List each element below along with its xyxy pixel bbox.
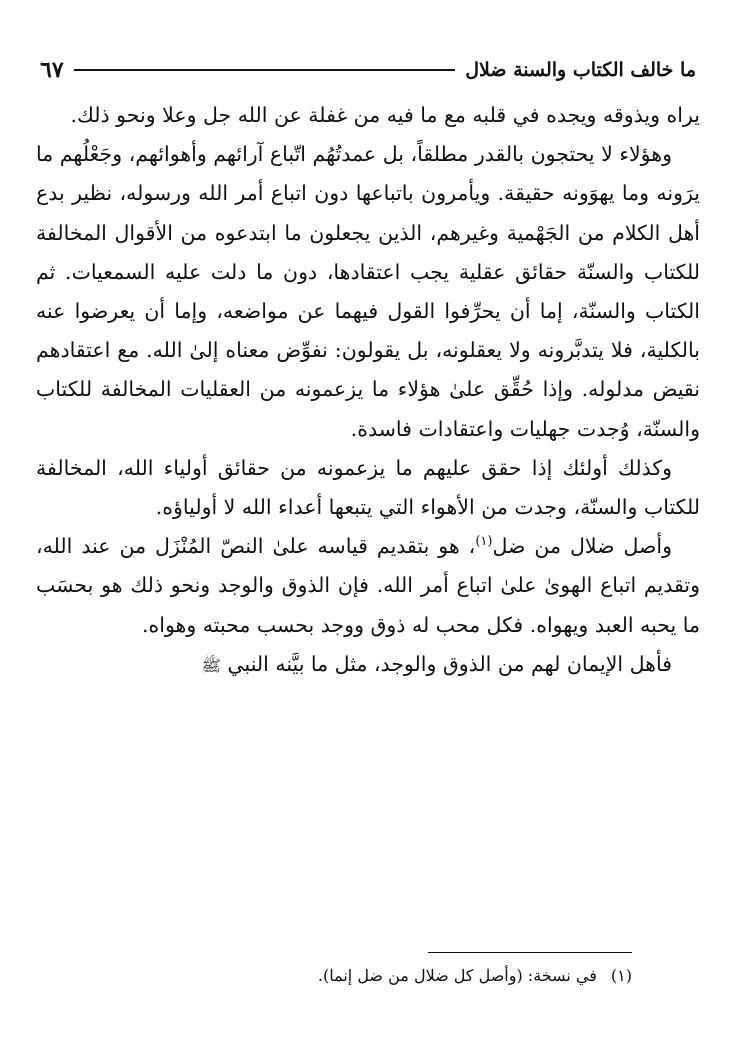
footnote-divider	[428, 952, 632, 953]
body-text	[36, 96, 700, 685]
paragraph-4-end: ، هو بتقديم قياسه علىٰ النصّ المُنْزَل من عند الله، وتقديم اتباع الهوىٰ علىٰ اتباع أمر الله. فإن الذوق والوجد ونحو ذلك هو بحسَب ما يحبه العبد ويهواه. فكل محب له ذوق ووجد بحسب محبته وهواه.	[36, 534, 700, 637]
paragraph-3: وكذلك أولئك إذا حقق عليهم ما يزعمونه من حقائق أولياء الله، المخالفة للكتاب والسنّة، وجدت من الأهواء التي يتبعها أعداء الله لا أولياؤه.	[36, 455, 700, 520]
footnote-reference[interactable]: (١)	[475, 534, 493, 550]
paragraph-5-text: فأهل الإيمان لهم من الذوق والوجد، مثل ما بيَّنه النبي	[227, 651, 672, 676]
paragraph-2: وهؤلاء لا يحتجون بالقدر مطلقاً، بل عمدتُهُم اتّباع آرائهم وأهوائهم، وجَعْلُهم ما يرَونه وما يهوَونه حقيقة. ويأمرون باتباعها دون اتباع أمر الله ورسوله، نظير بدع أهل الكلام من الجَهْمية وغيرهم، الذين يجعلون ما ابتدعوه من الأقوال المخالفة للكتاب والسنّة حقائق عقلية يجب اعتقادها، دون ما دلت عليه السمعيات. ثم الكتاب والسنّة، إما أن يحرِّفوا القول فيهما عن مواضعه، وإما أن يعرضوا عنه بالكلية، فلا يتدبَّرونه ولا يعقلونه، بل يقولون: نفوِّض معناه إلىٰ الله. مع اعتقادهم نقيض مدلوله. وإذا حُقِّق علىٰ هؤلاء ما يزعمونه من العقليات المخالفة للكتاب والسنّة، وُجدت جهليات واعتقادات فاسدة.	[36, 142, 700, 441]
page-header	[40, 50, 696, 90]
paragraph-4	[36, 527, 700, 645]
paragraph-4-start: وأصل ضلال من ضل	[492, 534, 672, 559]
footnote	[318, 966, 632, 985]
page-number: ٦٧	[40, 57, 64, 83]
footnote-number: (١)	[610, 966, 632, 985]
running-title: ما خالف الكتاب والسنة ضلال	[465, 59, 696, 81]
paragraph-1: يراه ويذوقه ويجده في قلبه مع ما فيه من غفلة عن الله جل وعلا ونحو ذلك.	[70, 103, 700, 127]
footnote-text: في نسخة: (وأصل كل ضلال من ضل إنما).	[317, 966, 597, 985]
paragraph-5	[36, 645, 700, 685]
salutation-glyph: ﷺ	[201, 655, 221, 675]
header-rule	[74, 69, 456, 71]
